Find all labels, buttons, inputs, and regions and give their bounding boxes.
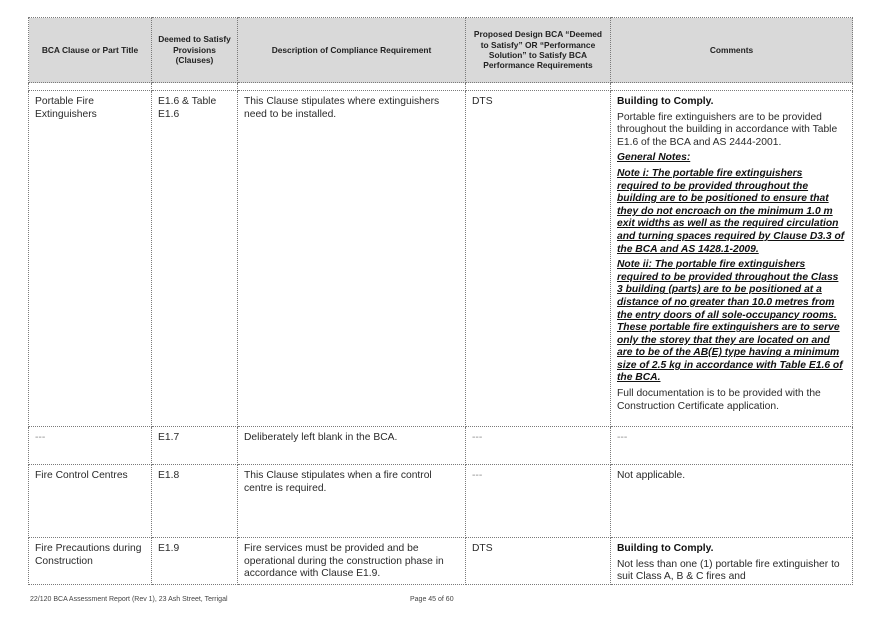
header-description: Description of Compliance Requirement [238, 18, 466, 83]
note-i: Note i: The portable fire extinguishers required to be provided throughout the building are to be positioned to ensure that they do not encroach on the minimum 1.0 m exit widths as well as the required circulation and turning spaces required by Clause D3.3 of the BCA and AS 1428.1-2009. [617, 167, 845, 255]
header-dts-provisions: Deemed to Satisfy Provisions (Clauses) [152, 18, 238, 83]
row-title: Fire Precautions during Construction [29, 538, 152, 585]
row-comments: Not applicable. [611, 465, 853, 538]
row-comments: --- [611, 427, 853, 465]
comment-heading: Building to Comply. [617, 543, 714, 554]
table-row [29, 538, 853, 585]
row-clause: E1.7 [152, 427, 238, 465]
header-bca-clause: BCA Clause or Part Title [29, 18, 152, 83]
comment-paragraph: Not less than one (1) portable fire extinguisher to suit Class A, B & C fires and [617, 558, 840, 583]
row-title: Portable Fire Extinguishers [29, 91, 152, 427]
bca-assessment-table [28, 17, 853, 585]
comment-paragraph: Portable fire extinguishers are to be provided throughout the building in accordance with Table E1.6 of the BCA and AS 2444-2001. [617, 111, 838, 148]
footer-report-title: 22/120 BCA Assessment Report (Rev 1), 23 Ash Street, Terrigal [30, 596, 228, 603]
footer-page-number: Page 45 of 60 [410, 596, 454, 603]
row-clause: E1.9 [152, 538, 238, 585]
comment-paragraph: Full documentation is to be provided with the Construction Certificate application. [617, 388, 821, 412]
row-design: DTS [466, 91, 611, 427]
row-description: Fire services must be provided and be operational during the construction phase in accordance with Clause E1.9. [238, 538, 466, 585]
table-row [29, 91, 853, 427]
row-comments [611, 538, 853, 585]
general-notes-heading: General Notes: [617, 152, 691, 164]
row-title: --- [29, 427, 152, 465]
spacer-row [29, 83, 853, 91]
row-design: DTS [466, 538, 611, 585]
table-row [29, 465, 853, 538]
row-clause: E1.8 [152, 465, 238, 538]
row-description: This Clause stipulates when a fire control centre is required. [238, 465, 466, 538]
row-design: --- [466, 427, 611, 465]
row-design: --- [466, 465, 611, 538]
table-row [29, 427, 853, 465]
header-comments: Comments [611, 18, 853, 83]
row-clause: E1.6 & Table E1.6 [152, 91, 238, 427]
header-proposed-design: Proposed Design BCA “Deemed to Satisfy” OR “Performance Solution” to Satisfy BCA Performance Requirements [466, 18, 611, 83]
row-description: This Clause stipulates where extinguishers need to be installed. [238, 91, 466, 427]
row-description: Deliberately left blank in the BCA. [238, 427, 466, 465]
note-ii: Note ii: The portable fire extinguishers required to be provided throughout the Class 3 building (parts) are to be positioned at a distance of no greater than 10.0 metres from the entry doors of all sole-occupancy rooms. These portable fire extinguishers are to serve only the storey that they are located on and are to be of the AB(E) type having a minimum size of 2.5 kg in accordance with Table E1.6 of the BCA. [617, 259, 843, 384]
row-comments [611, 91, 853, 427]
comment-heading: Building to Comply. [617, 96, 714, 107]
row-title: Fire Control Centres [29, 465, 152, 538]
table-header-row [29, 18, 853, 83]
